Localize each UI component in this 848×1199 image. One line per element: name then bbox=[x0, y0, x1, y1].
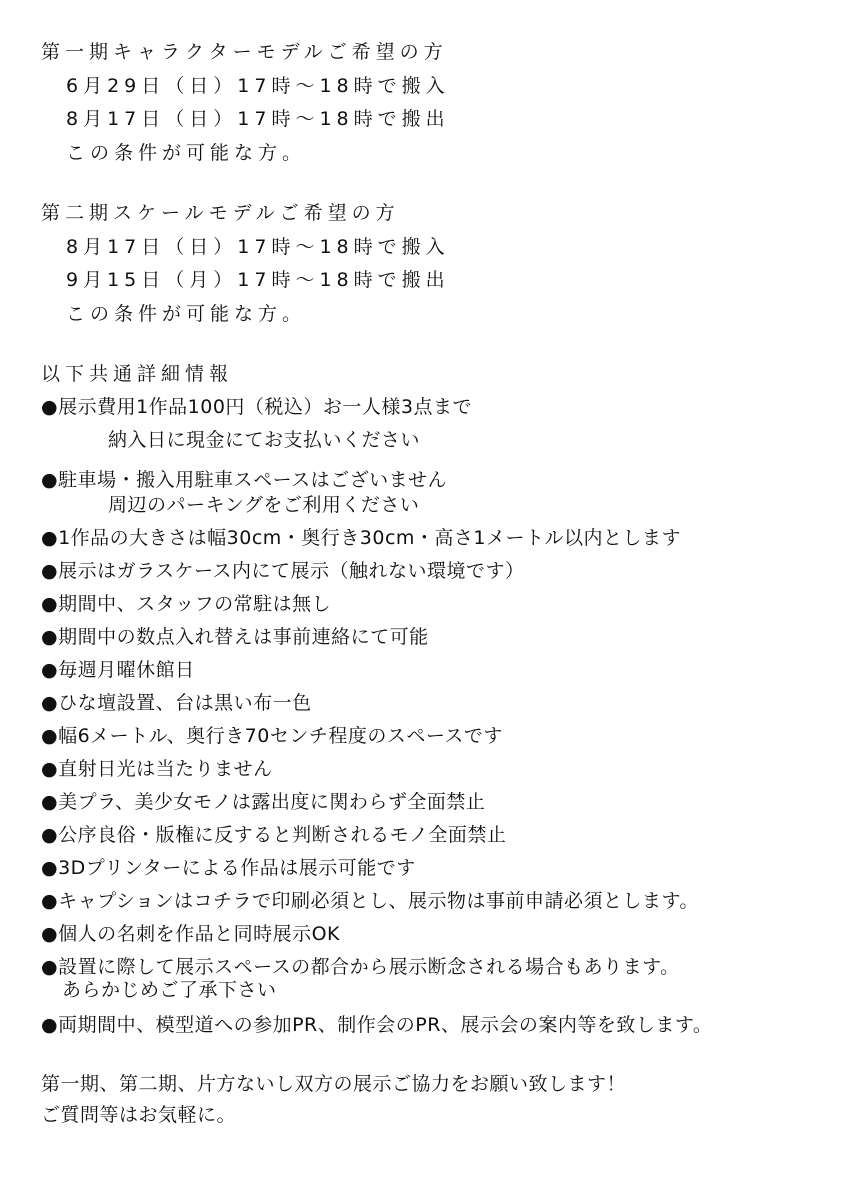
detail-item: ●幅6メートル、奥行き70センチ程度のスペースです bbox=[41, 725, 503, 747]
period1-title: 第一期キャラクターモデルご希望の方 bbox=[41, 41, 448, 63]
detail-item: ●展示費用1作品100円（税込）お一人様3点まで bbox=[41, 396, 473, 418]
detail-item: ●直射日光は当たりません bbox=[41, 758, 273, 780]
period2-title: 第二期スケールモデルご希望の方 bbox=[41, 202, 400, 224]
detail-item: ●駐車場・搬入用駐車スペースはございません bbox=[41, 469, 448, 491]
detail-item: ●3Dプリンターによる作品は展示可能です bbox=[41, 857, 416, 879]
detail-item: ●ひな壇設置、台は黒い布一色 bbox=[41, 692, 312, 714]
detail-item-continuation: あらかじめご了承下さい bbox=[62, 979, 277, 1001]
detail-item: ●展示はガラスケース内にて展示（触れない環境です） bbox=[41, 560, 525, 582]
closing-request: 第一期、第二期、片方ないし双方の展示ご協力をお願い致します！ bbox=[41, 1073, 627, 1095]
detail-item: ●期間中、スタッフの常駐は無し bbox=[41, 593, 332, 615]
detail-item-continuation: 周辺のパーキングをご利用ください bbox=[108, 494, 420, 516]
detail-item: ●個人の名刺を作品と同時展示OK bbox=[41, 923, 340, 945]
detail-item: ●毎週月曜休館日 bbox=[41, 659, 195, 681]
detail-item: ●期間中の数点入れ替えは事前連絡にて可能 bbox=[41, 626, 429, 648]
period1-carry-in: 6月29日（日）17時～18時で搬入 bbox=[66, 75, 450, 97]
detail-item: ●美プラ、美少女モノは露出度に関わらず全面禁止 bbox=[41, 791, 486, 813]
detail-item: ●両期間中、模型道への参加PR、制作会のPR、展示会の案内等を致します。 bbox=[41, 1014, 713, 1036]
closing-questions: ご質問等はお気軽に。 bbox=[41, 1104, 237, 1126]
detail-item: ●公序良俗・版権に反すると判断されるモノ全面禁止 bbox=[41, 824, 507, 846]
detail-item-continuation: 納入日に現金にてお支払いください bbox=[108, 429, 421, 451]
period2-carry-in: 8月17日（日）17時～18時で搬入 bbox=[66, 236, 450, 258]
period1-carry-out: 8月17日（日）17時～18時で搬出 bbox=[66, 108, 450, 130]
detail-item: ●設置に際して展示スペースの都合から展示断念される場合もあります。 bbox=[41, 956, 680, 978]
period2-condition: この条件が可能な方。 bbox=[66, 303, 307, 325]
detail-item: ●1作品の大きさは幅30cm・奥行き30cm・高さ1メートル以内とします bbox=[41, 527, 682, 549]
detail-item: ●キャプションはコチラで印刷必須とし、展示物は事前申請必須とします。 bbox=[41, 890, 699, 912]
period1-condition: この条件が可能な方。 bbox=[66, 142, 307, 164]
details-heading: 以下共通詳細情報 bbox=[41, 363, 234, 385]
period2-carry-out: 9月15日（月）17時～18時で搬出 bbox=[66, 269, 450, 291]
